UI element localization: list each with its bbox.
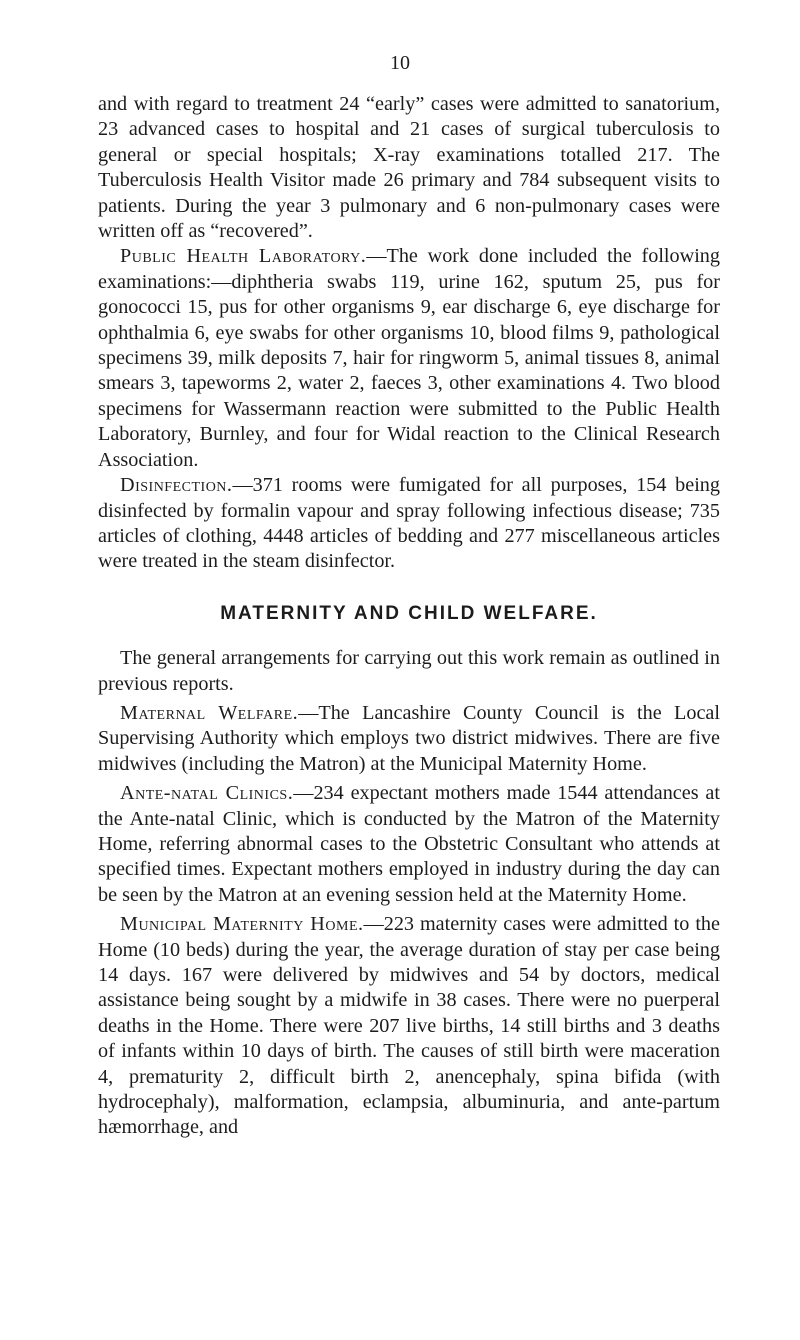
run-in-heading-ante-natal: Ante-natal Clinics. — [120, 782, 294, 805]
run-in-heading-maternity-home: Municipal Maternity Home. — [120, 913, 364, 936]
run-in-heading-disinfection: Disinfection. — [120, 474, 233, 497]
paragraph-laboratory-text: —The work done included the following examinations:—diphtheria swabs 119, urine 162, sputum 25, pus for gonococci 15, pus for other organisms 9, ear discharge 6, eye discharge for ophthalmia 6, eye swabs for other organisms 10, blood films 9, pathological specimens 39, milk deposits 7, hair for ringworm 5, animal tissues 8, animal smears 3, tapeworms 2, water 2, faeces 3, other examinations 4. Two blood specimens for Wassermann reaction were submitted to the Public Health Laboratory, Burnley, and four for Widal reaction to the Clinical Research Association. — [98, 245, 720, 471]
paragraph-disinfection — [98, 473, 720, 575]
paragraph-municipal-maternity-home — [98, 912, 720, 1141]
paragraph-ante-natal-text: —234 expectant mothers made 1544 attendances at the Ante-natal Clinic, which is conducted by the Matron of the Maternity Home, referring abnormal cases to the Obstetric Consultant who attends at specified times. Expectant mothers employed in industry during the day can be seen by the Matron at an evening session held at the Maternity Home. — [98, 782, 720, 906]
body-text — [98, 92, 720, 1141]
paragraph-maternity-home-text: —223 maternity cases were admitted to the Home (10 beds) during the year, the average duration of stay per case being 14 days. 167 were delivered by midwives and 54 by doctors, medical assistance being sought by a midwife in 38 cases. There were no puerperal deaths in the Home. There were 207 live births, 14 still births and 3 deaths of infants within 10 days of birth. The causes of still birth were maceration 4, prematurity 2, difficult birth 2, anencephaly, spina bifida (with hydrocephaly), malformation, eclampsia, albuminuria, and ante-partum hæmorrhage, and — [98, 913, 720, 1139]
paragraph-ante-natal-clinics — [98, 781, 720, 908]
paragraph-maternal-welfare — [98, 701, 720, 777]
paragraph-maternal-welfare-text: —The Lancashire County Council is the Local Supervising Authority which employs two district midwives. There are five midwives (including the Matron) at the Municipal Maternity Home. — [98, 701, 720, 775]
section-heading-maternity: MATERNITY AND CHILD WELFARE. — [220, 602, 598, 624]
paragraph-disinfection-text: —371 rooms were fumigated for all purposes, 154 being disinfected by formalin vapour and spray following infectious disease; 735 articles of clothing, 4448 articles of bedding and 277 miscellaneous articles were treated in the steam disinfector. — [98, 474, 720, 573]
run-in-heading-maternal-welfare: Maternal Welfare. — [120, 701, 299, 724]
paragraph-general-arrangements: The general arrangements for carrying out this work remain as outlined in previous reports. — [98, 647, 720, 695]
paragraph-tuberculosis-continued: and with regard to treatment 24 “early” cases were admitted to sanatorium, 23 advanced cases to hospital and 21 cases of surgical tuberculosis to general or special hospitals; X-ray examinations totalled 217. The Tuberculosis Health Visitor made 26 primary and 784 subsequent visits to patients. During the year 3 pulmonary and 6 non-pulmonary cases were written off as “recovered”. — [98, 93, 720, 243]
page-number: 10 — [390, 52, 410, 74]
run-in-heading-laboratory: Public Health Laboratory. — [120, 245, 367, 268]
paragraph-public-health-laboratory — [98, 244, 720, 473]
